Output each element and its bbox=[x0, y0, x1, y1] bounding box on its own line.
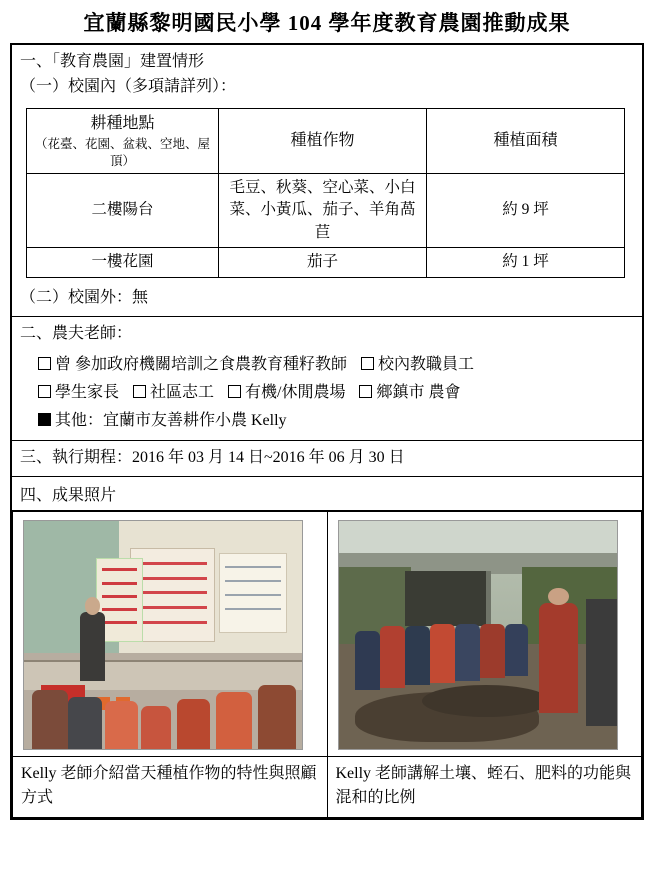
crop-table-header-row bbox=[27, 108, 625, 173]
crop-row-2-crops: 茄子 bbox=[219, 248, 427, 277]
checkbox-label: 鄉鎮市 農會 bbox=[376, 384, 461, 402]
crop-table bbox=[26, 108, 625, 278]
crop-row-1-crops: 毛豆、秋葵、空心菜、小白菜、小黃瓜、茄子、羊角萵苣 bbox=[219, 173, 427, 247]
photo-1-wrapper bbox=[13, 512, 327, 756]
photo-2-caption: Kelly 老師講解土壤、蛭石、肥料的功能與混和的比例 bbox=[328, 756, 642, 817]
checkbox-option-parent[interactable] bbox=[38, 379, 119, 407]
section-4-photos bbox=[11, 511, 643, 820]
photo-1-caption: Kelly 老師介紹當天種植作物的特性與照顧方式 bbox=[13, 756, 327, 817]
photo-2-outdoor-image bbox=[338, 520, 618, 750]
checkbox-icon[interactable] bbox=[133, 385, 146, 398]
section-2 bbox=[11, 316, 643, 441]
crop-row-1-area: 約 9 坪 bbox=[427, 173, 625, 247]
crop-row-2-location: 一樓花園 bbox=[27, 248, 219, 277]
checkbox-icon[interactable] bbox=[361, 357, 374, 370]
checkbox-option-school-staff[interactable] bbox=[361, 351, 474, 379]
crop-table-header-area: 種植面積 bbox=[427, 108, 625, 173]
report-frame bbox=[10, 43, 644, 820]
crop-row-1-location: 二樓陽台 bbox=[27, 173, 219, 247]
table-row bbox=[27, 173, 625, 247]
section-4 bbox=[11, 477, 643, 511]
page-title: 宜蘭縣黎明國民小學 104 學年度教育農園推動成果 bbox=[83, 11, 571, 35]
farmer-teacher-options-row-2 bbox=[12, 379, 642, 407]
checkbox-icon[interactable] bbox=[359, 385, 372, 398]
checkbox-option-other[interactable] bbox=[38, 407, 287, 435]
checkbox-label: 校內教職員工 bbox=[378, 356, 475, 374]
photo-grid bbox=[12, 511, 642, 818]
checkbox-label: 社區志工 bbox=[150, 384, 215, 402]
photo-1-classroom-image bbox=[23, 520, 303, 750]
crop-row-2-area: 約 1 坪 bbox=[427, 248, 625, 277]
checkbox-icon[interactable] bbox=[38, 385, 51, 398]
checkbox-option-trained-teacher[interactable] bbox=[38, 351, 347, 379]
crop-table-header-location bbox=[27, 108, 219, 173]
checkbox-icon-checked[interactable] bbox=[38, 413, 51, 426]
table-row bbox=[27, 248, 625, 277]
checkbox-label: 其他：宜蘭市友善耕作小農 Kelly bbox=[55, 412, 287, 430]
checkbox-option-organic-farm[interactable] bbox=[228, 379, 345, 407]
section-4-heading: 四、成果照片 bbox=[20, 487, 117, 505]
photo-cell-right bbox=[327, 512, 642, 818]
section-1-heading: 一、「教育農園」建置情形 bbox=[20, 53, 205, 71]
section-3 bbox=[11, 441, 643, 477]
section-1-sub1: （一）校園內（多項請詳列）： bbox=[20, 78, 237, 96]
section-2-heading: 二、農夫老師： bbox=[20, 324, 133, 342]
checkbox-option-farmers-association[interactable] bbox=[359, 379, 460, 407]
checkbox-icon[interactable] bbox=[228, 385, 241, 398]
farmer-teacher-options-row-1 bbox=[12, 351, 642, 379]
section-1-sub2: （二）校園外：無 bbox=[20, 288, 149, 306]
checkbox-label: 學生家長 bbox=[55, 384, 120, 402]
farmer-teacher-options-row-3 bbox=[12, 407, 642, 440]
checkbox-option-community-volunteer[interactable] bbox=[133, 379, 214, 407]
section-1 bbox=[11, 44, 643, 316]
photo-cell-left bbox=[13, 512, 328, 818]
crop-table-header-crops: 種植作物 bbox=[219, 108, 427, 173]
checkbox-icon[interactable] bbox=[38, 357, 51, 370]
checkbox-label: 有機/休閒農場 bbox=[245, 384, 346, 402]
crop-table-header-location-sub: （花臺、花園、盆栽、空地、屋頂） bbox=[34, 137, 210, 168]
section-3-heading: 三、執行期程：2016 年 03 月 14 日~2016 年 06 月 30 日 bbox=[20, 449, 405, 467]
crop-table-header-location-main: 耕種地點 bbox=[90, 114, 155, 132]
photo-2-wrapper bbox=[328, 512, 642, 756]
checkbox-label: 曾 參加政府機關培訓之食農教育種籽教師 bbox=[55, 356, 348, 374]
